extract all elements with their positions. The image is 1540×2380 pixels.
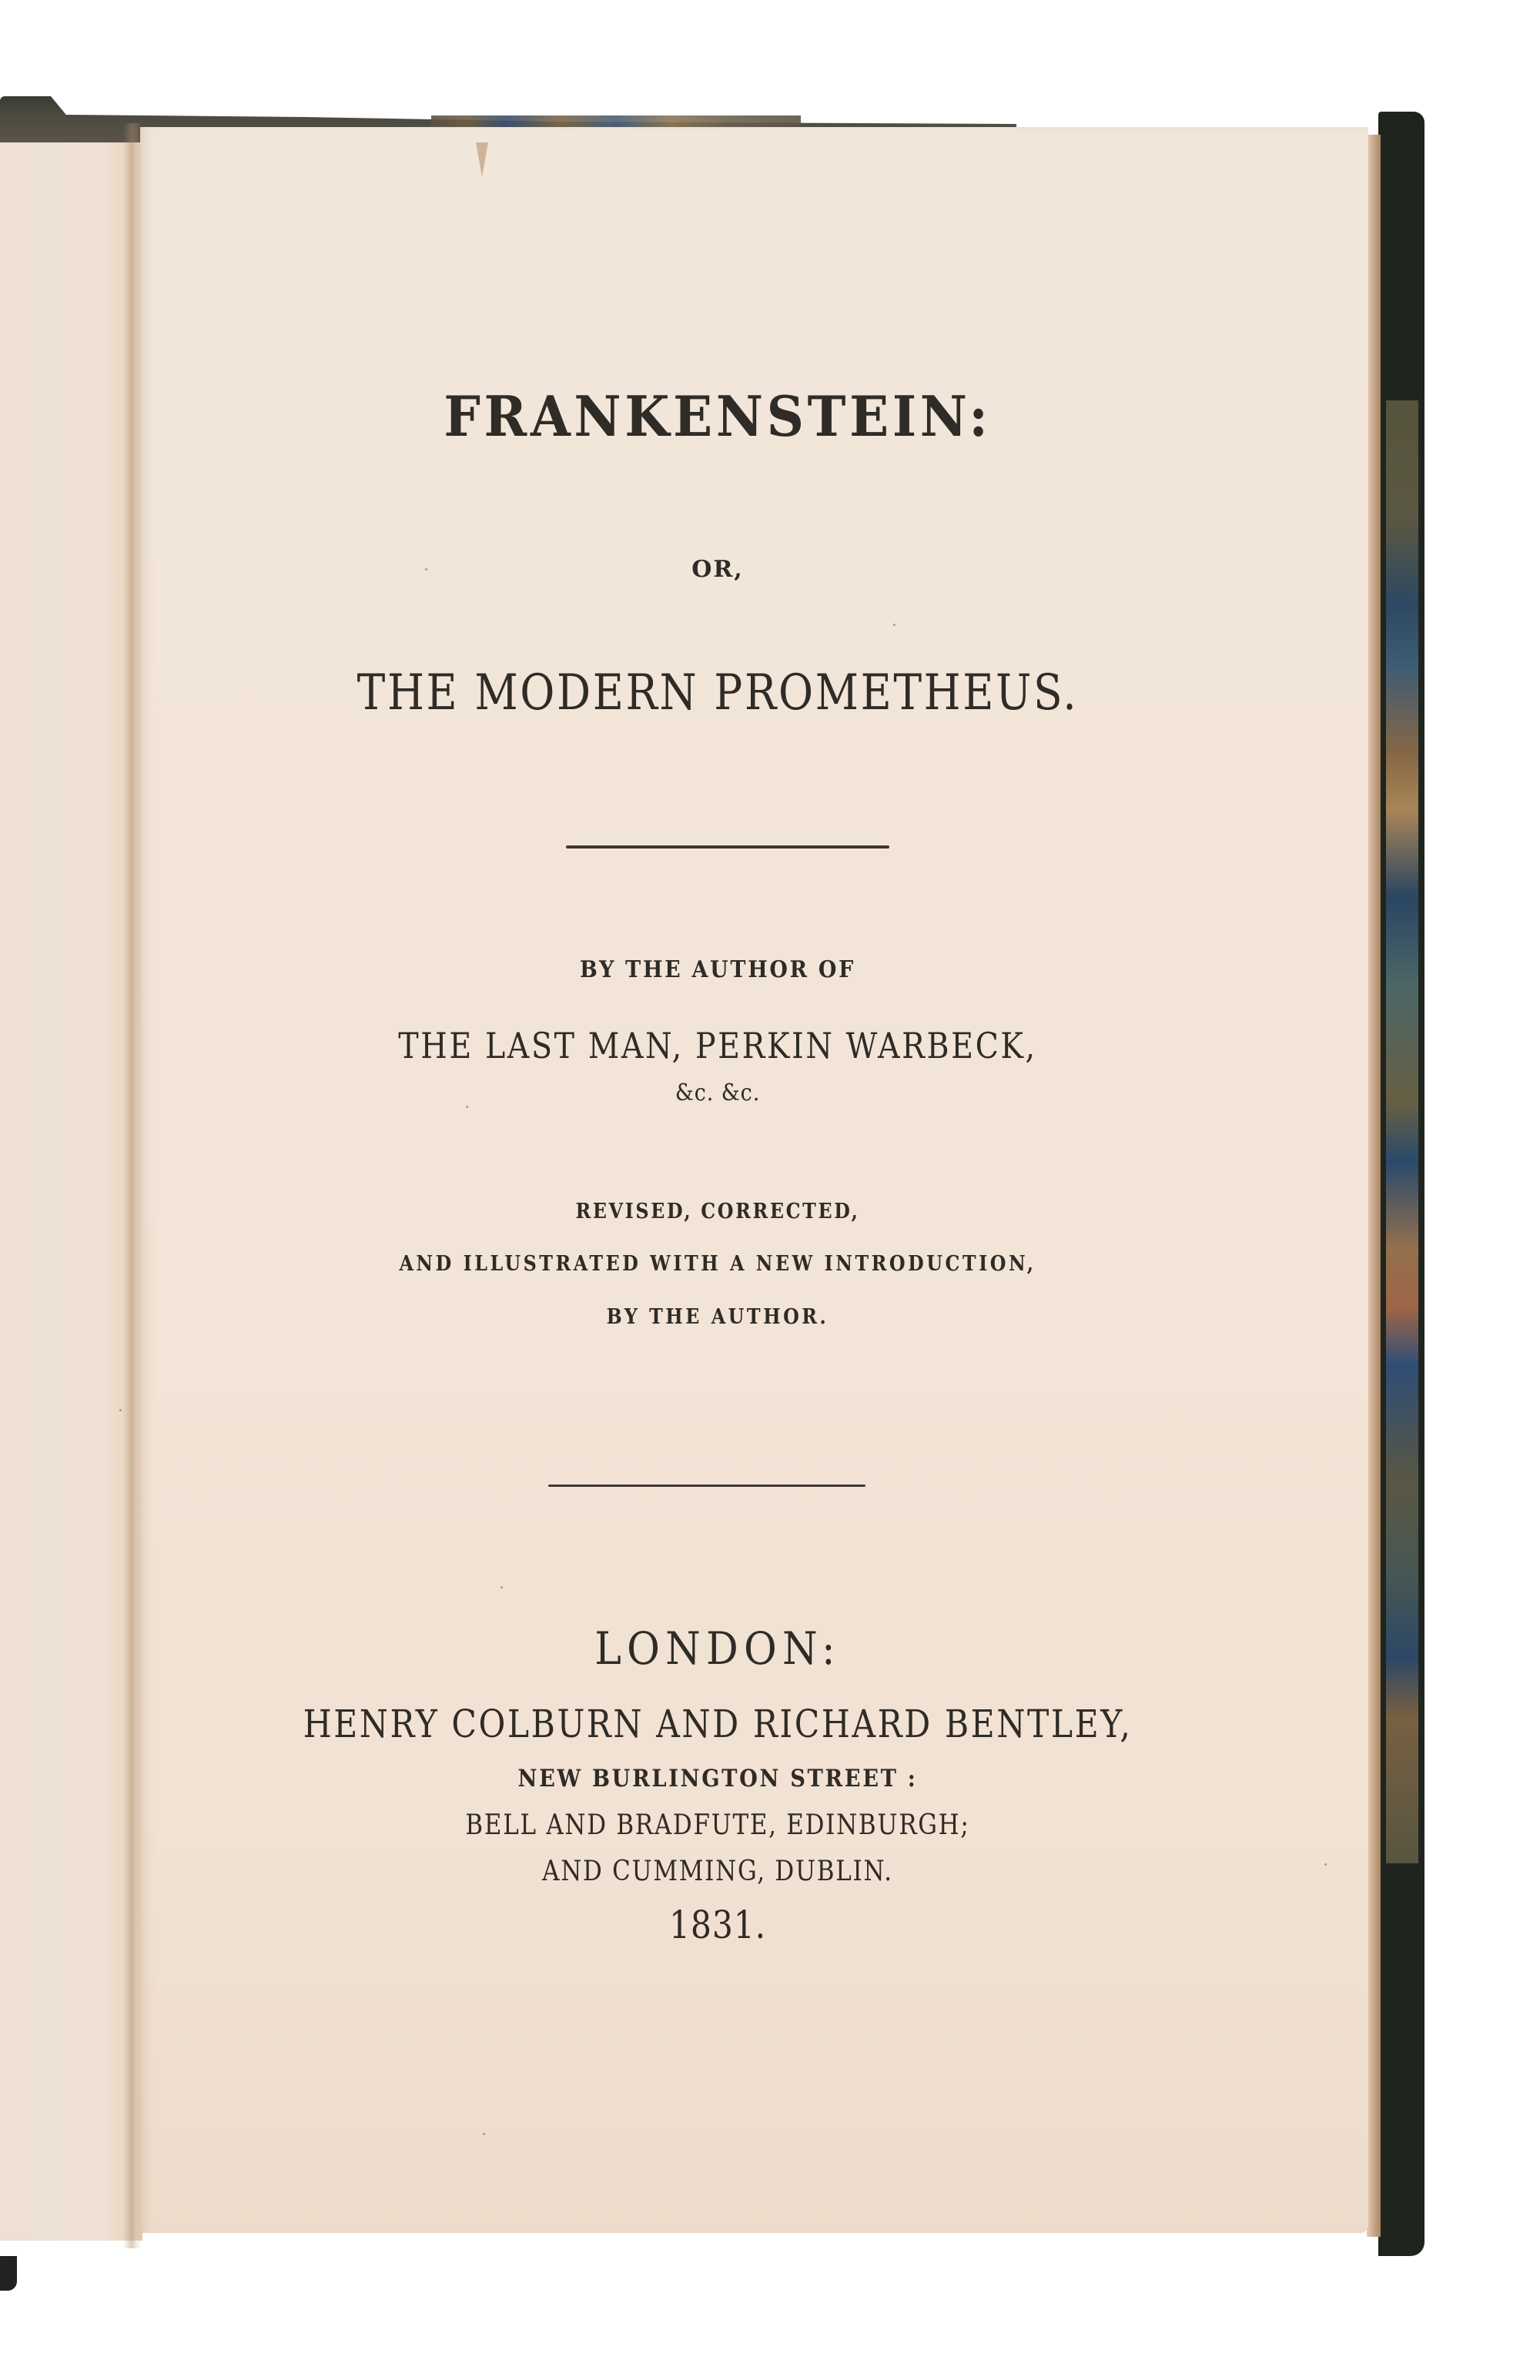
edition-note-line-1: REVISED, CORRECTED, (575, 1200, 860, 1223)
edition-note-line-2: AND ILLUSTRATED WITH A NEW INTRODUCTION, (399, 1252, 1036, 1276)
divider-rule-1 (566, 845, 889, 849)
paper-speck (500, 1586, 503, 1588)
paper-speck (893, 624, 896, 626)
imprint-city: LONDON: (594, 1622, 841, 1675)
imprint-publishers: HENRY COLBURN AND RICHARD BENTLEY, (303, 1702, 1133, 1746)
imprint-address: NEW BURLINGTON STREET : (517, 1765, 918, 1793)
left-cover-corner (0, 2256, 17, 2291)
paper-speck (483, 2133, 485, 2135)
left-verso-page (0, 115, 142, 2241)
attribution-intro: BY THE AUTHOR OF (580, 956, 855, 983)
book-title: FRANKENSTEIN: (444, 383, 992, 449)
book-subtitle: THE MODERN PROMETHEUS. (357, 664, 1079, 721)
divider-rule-2 (548, 1485, 865, 1487)
edition-note-line-3: BY THE AUTHOR. (606, 1305, 829, 1329)
gutter-crease (123, 123, 142, 2248)
attribution-etc: &c. &c. (675, 1080, 761, 1106)
imprint-year: 1831. (669, 1903, 766, 1947)
page-top-nick (476, 142, 488, 177)
attribution-works: THE LAST MAN, PERKIN WARBECK, (398, 1025, 1037, 1066)
imprint-co-publisher-2: AND CUMMING, DUBLIN. (542, 1856, 893, 1887)
paper-speck (466, 1106, 468, 1108)
imprint-co-publisher-1: BELL AND BRADFUTE, EDINBURGH; (465, 1809, 970, 1841)
right-marbled-board (1386, 400, 1418, 1863)
paper-speck (1324, 1863, 1327, 1866)
paper-speck (119, 1409, 122, 1411)
or-conjunction: OR, (691, 556, 744, 583)
page-block-edges (1367, 135, 1381, 2237)
paper-speck (425, 568, 427, 571)
